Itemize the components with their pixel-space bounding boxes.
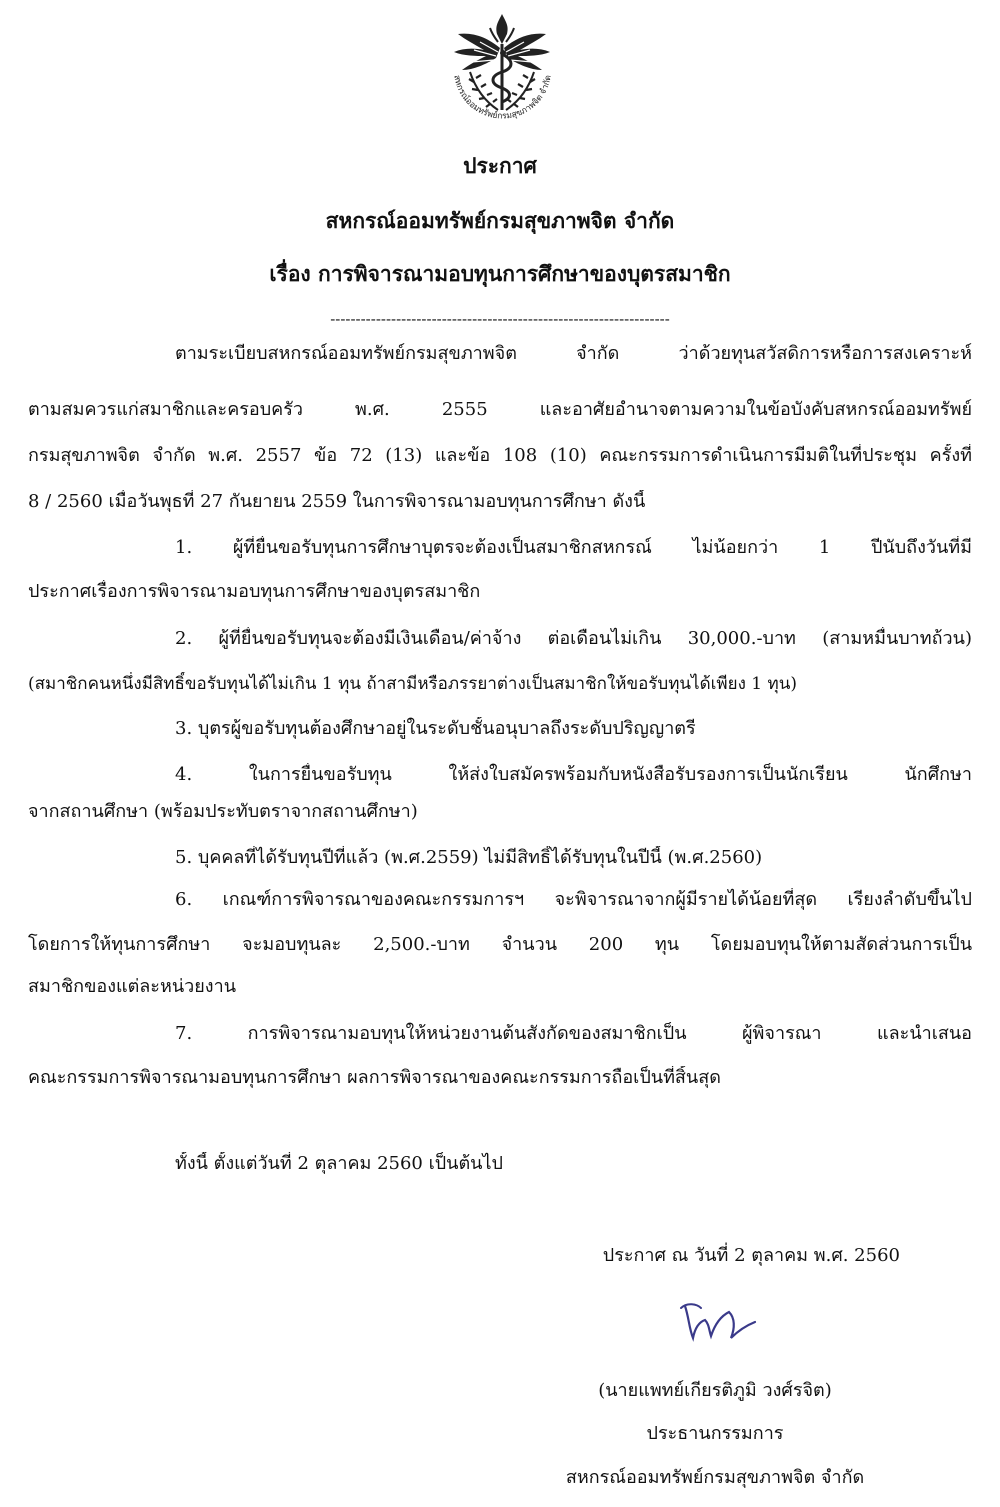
- item-1-line-1: 1. ผู้ที่ยื่นขอรับทุนการศึกษาบุตรจะต้องเป็นสมาชิกสหกรณ์ ไม่น้อยกว่า 1 ปีนับถึงวันที่มี: [175, 537, 972, 558]
- cooperative-seal-logo: [440, 8, 565, 133]
- subject-line: เรื่อง การพิจารณามอบทุนการศึกษาของบุตรสมาชิก: [269, 261, 731, 286]
- item-6-line-1: 6. เกณฑ์การพิจารณาของคณะกรรมการฯ จะพิจารณาจากผู้มีรายได้น้อยที่สุด เรียงลำดับขึ้นไป: [175, 889, 972, 910]
- item-1-line-2: ประกาศเรื่องการพิจารณามอบทุนการศึกษาของบุตรสมาชิก: [28, 581, 481, 602]
- item-6-line-3: สมาชิกของแต่ละหน่วยงาน: [28, 976, 236, 997]
- item-3-line-1: 3. บุตรผู้ขอรับทุนต้องศึกษาอยู่ในระดับชั้นอนุบาลถึงระดับปริญญาตรี: [175, 718, 696, 739]
- intro-line-3: กรมสุขภาพจิต จำกัด พ.ศ. 2557 ข้อ 72 (13) และข้อ 108 (10) คณะกรรมการดำเนินการมีมติในที่ประชุม ครั้งที่: [28, 445, 972, 466]
- item-2-line-2: (สมาชิกคนหนึ่งมีสิทธิ์ขอรับทุนได้ไม่เกิน 1 ทุน ถ้าสามีหรือภรรยาต่างเป็นสมาชิกให้ขอรับทุนได้เพียง 1 ทุน): [28, 674, 797, 694]
- intro-line-4: 8 / 2560 เมื่อวันพุธที่ 27 กันยายน 2559 ในการพิจารณามอบทุนการศึกษา ดังนี้: [28, 491, 646, 512]
- signer-organization: สหกรณ์ออมทรัพย์กรมสุขภาพจิต จำกัด: [565, 1467, 865, 1488]
- signer-name: (นายแพทย์เกียรติภูมิ วงศ์รจิต): [598, 1380, 832, 1401]
- signer-position: ประธานกรรมการ: [646, 1423, 784, 1444]
- item-2-line-1: 2. ผู้ที่ยื่นขอรับทุนจะต้องมีเงินเดือน/ค่าจ้าง ต่อเดือนไม่เกิน 30,000.-บาท (สามหมื่นบาทถ้วน): [175, 628, 972, 649]
- item-7-line-2: คณะกรรมการพิจารณามอบทุนการศึกษา ผลการพิจารณาของคณะกรรมการถือเป็นที่สิ้นสุด: [28, 1067, 721, 1088]
- item-4-line-2: จากสถานศึกษา (พร้อมประทับตราจากสถานศึกษา): [28, 801, 418, 822]
- organization-name: สหกรณ์ออมทรัพย์กรมสุขภาพจิต จำกัด: [325, 208, 675, 233]
- handwritten-signature: [675, 1298, 765, 1346]
- intro-line-2: ตามสมควรแก่สมาชิกและครอบครัว พ.ศ. 2555 และอาศัยอำนาจตามความในข้อบังคับสหกรณ์ออมทรัพย์: [28, 399, 972, 420]
- separator-rule: -------------------------------------------------------------------: [330, 310, 670, 328]
- item-5-line-1: 5. บุคคลที่ได้รับทุนปีที่แล้ว (พ.ศ.2559) ไม่มีสิทธิ์ได้รับทุนในปีนี้ (พ.ศ.2560): [175, 847, 763, 868]
- intro-line-1: ตามระเบียบสหกรณ์ออมทรัพย์กรมสุขภาพจิต จำกัด ว่าด้วยทุนสวัสดิการหรือการสงเคราะห์: [175, 343, 972, 364]
- seal-ring-text: สหกรณ์ออมทรัพย์กรมสุขภาพจิต จำกัด: [451, 74, 554, 122]
- announcement-title: ประกาศ: [463, 153, 537, 178]
- item-6-line-2: โดยการให้ทุนการศึกษา จะมอบทุนละ 2,500.-บาท จำนวน 200 ทุน โดยมอบทุนให้ตามสัดส่วนการเป็น: [28, 934, 972, 955]
- item-4-line-1: 4. ในการยื่นขอรับทุน ให้ส่งใบสมัครพร้อมกับหนังสือรับรองการเป็นนักเรียน นักศึกษา: [175, 764, 972, 785]
- effective-date: ทั้งนี้ ตั้งแต่วันที่ 2 ตุลาคม 2560 เป็นต้นไป: [175, 1153, 503, 1174]
- item-7-line-1: 7. การพิจารณามอบทุนให้หน่วยงานต้นสังกัดของสมาชิกเป็น ผู้พิจารณา และนำเสนอ: [175, 1023, 972, 1044]
- announced-date: ประกาศ ณ วันที่ 2 ตุลาคม พ.ศ. 2560: [602, 1245, 900, 1266]
